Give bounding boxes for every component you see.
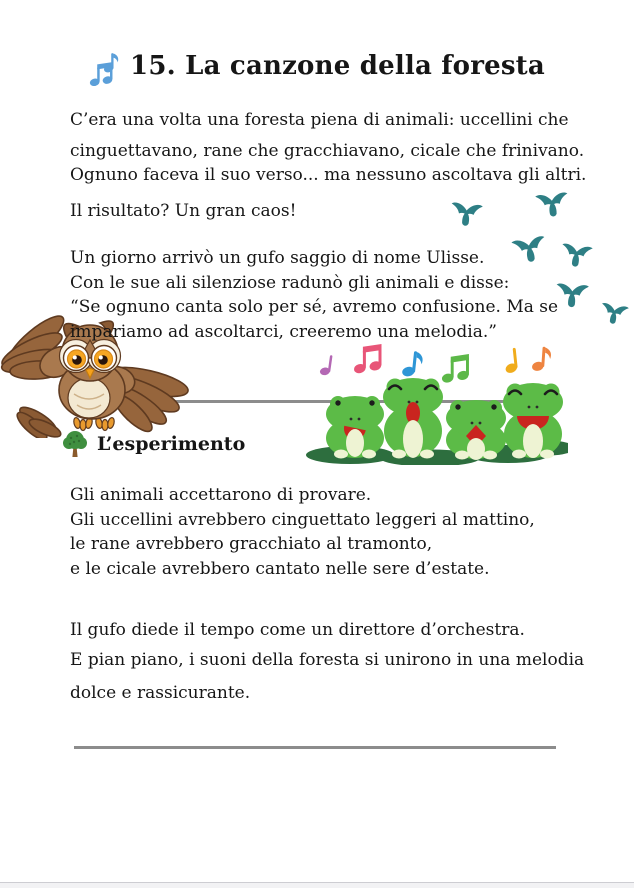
story-paragraph bbox=[70, 483, 535, 581]
experiment-section-heading bbox=[62, 430, 245, 458]
story-line: “Se ognuno canta solo per sé, avremo confusione. Ma se bbox=[70, 297, 559, 317]
music-note-icon bbox=[353, 344, 382, 374]
story-line: Il gufo diede il tempo come un direttore d’orchestra. bbox=[70, 620, 525, 640]
story-line: E pian piano, i suoni della foresta si unirono in una melodia bbox=[70, 650, 585, 670]
story-line: Ognuno faceva il suo verso... ma nessuno ascoltava gli altri. bbox=[70, 165, 587, 185]
finale-text bbox=[70, 618, 584, 705]
owl-belly bbox=[68, 378, 110, 418]
frog-3 bbox=[446, 400, 506, 460]
music-note-icon bbox=[441, 354, 470, 384]
frog-2 bbox=[383, 378, 443, 459]
music-note-icon bbox=[530, 346, 551, 373]
section-divider-bottom bbox=[74, 746, 556, 749]
story-line: Il risultato? Un gran caos! bbox=[70, 201, 297, 221]
story-line: Gli uccellini avrebbero cinguettato leggeri al mattino, bbox=[70, 509, 535, 530]
page-title-row bbox=[0, 50, 634, 86]
singing-frogs-illustration bbox=[300, 337, 568, 465]
story-line: cinguettavano, rane che gracchiavano, cicale che frinivano. bbox=[70, 141, 585, 161]
story-line: le rane avrebbero gracchiato al tramonto, bbox=[70, 534, 433, 554]
story-line: C’era una volta una foresta piena di animali: uccellini che bbox=[70, 110, 569, 130]
music-note-icon bbox=[502, 348, 519, 375]
story-line: Con le sue ali silenziose radunò gli animali e disse: bbox=[70, 272, 510, 293]
story-intro-text bbox=[70, 108, 586, 344]
music-note-icon bbox=[318, 354, 333, 377]
story-line: dolce e rassicurante. bbox=[70, 683, 251, 703]
story-line: e le cicale avrebbero cantato nelle sere d’estate. bbox=[70, 558, 490, 579]
story-line: Un giorno arrivò un gufo saggio di nome Ulisse. bbox=[70, 248, 485, 268]
window-bottom-bar bbox=[0, 882, 634, 888]
story-line: impariamo ad ascoltarci, creeremo una melodia.” bbox=[70, 321, 497, 342]
frog-1 bbox=[326, 396, 384, 459]
tree-icon bbox=[62, 430, 88, 458]
story-paragraph bbox=[70, 139, 586, 187]
bird-icon bbox=[599, 302, 629, 326]
music-note-icon bbox=[400, 350, 423, 379]
frog-4 bbox=[503, 383, 563, 459]
music-notes-icon bbox=[89, 53, 120, 86]
experiment-text bbox=[70, 483, 535, 581]
section-heading: L’esperimento bbox=[97, 433, 246, 455]
owl-tail bbox=[14, 403, 63, 438]
page-title: 15. La canzone della foresta bbox=[130, 51, 545, 81]
story-line: Gli animali accettarono di provare. bbox=[70, 485, 372, 505]
story-paragraph bbox=[70, 246, 586, 344]
